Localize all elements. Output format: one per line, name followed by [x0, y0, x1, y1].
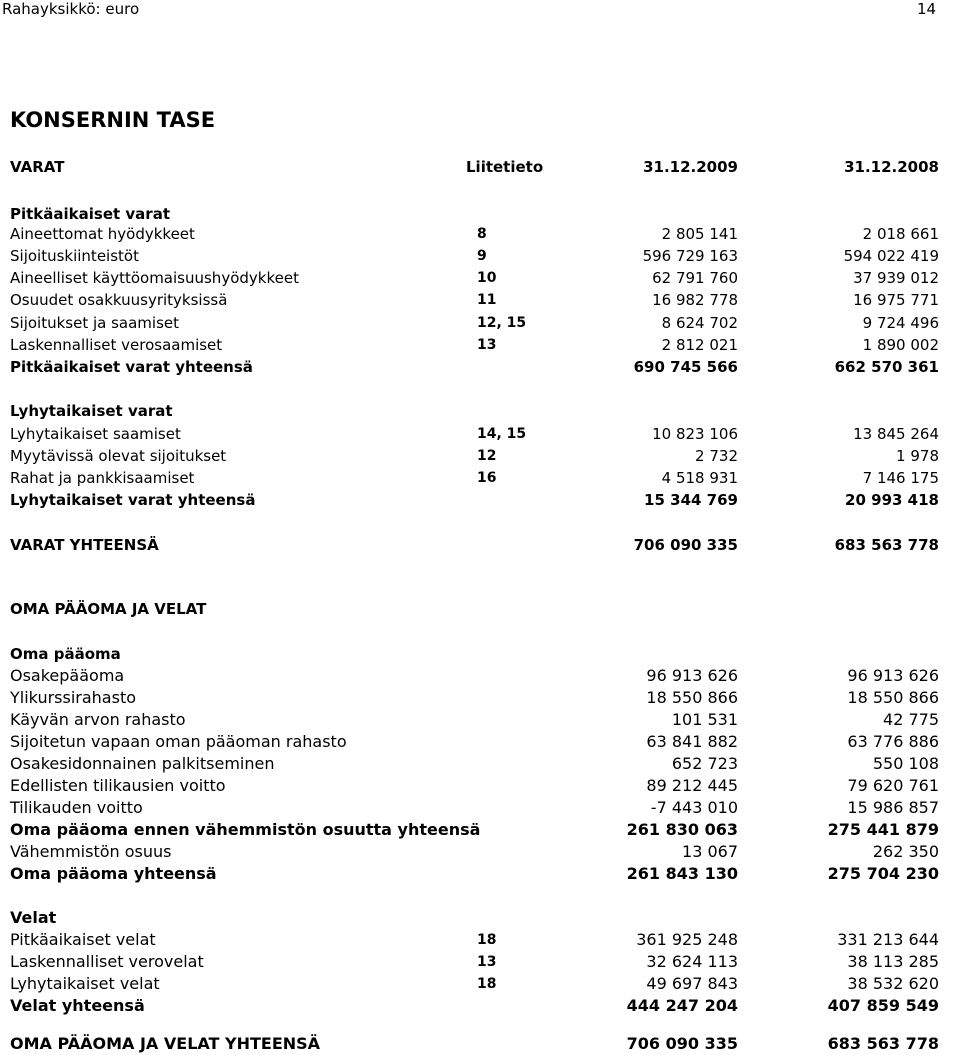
row-label: Lyhytaikaiset varat yhteensä: [10, 491, 256, 509]
row-label: Osuudet osakkuusyrityksissä: [10, 291, 228, 309]
row-value-2008: 15 986 857: [847, 798, 939, 817]
row-label: Velat yhteensä: [10, 996, 145, 1015]
row-label: Pitkäaikaiset varat yhteensä: [10, 358, 253, 376]
table-row: [0, 753, 960, 775]
row-value-2009: 89 212 445: [646, 776, 738, 795]
row-note: 9: [477, 248, 487, 264]
row-value-2009: 8 624 702: [661, 314, 738, 332]
row-note: 18: [477, 932, 497, 948]
row-label: Tilikauden voitto: [10, 798, 143, 817]
row-note: 13: [477, 337, 497, 353]
row-label: Käyvän arvon rahasto: [10, 710, 186, 729]
row-note: 18: [477, 976, 497, 992]
row-value-2009: 2 732: [695, 447, 738, 465]
row-value-2009: 18 550 866: [646, 688, 738, 707]
row-note: 14, 15: [477, 426, 527, 442]
row-note: 10: [477, 270, 497, 286]
row-value-2009: 706 090 335: [626, 1034, 738, 1053]
row-value-2008: 331 213 644: [837, 930, 939, 949]
row-value-2008: 1 978: [896, 447, 939, 465]
row-label: Lyhytaikaiset varat: [10, 402, 173, 420]
row-value-2008: 42 775: [883, 710, 939, 729]
currency-label: Rahayksikkö: euro: [2, 0, 140, 18]
row-label: Edellisten tilikausien voitto: [10, 776, 226, 795]
row-value-2008: 38 532 620: [847, 974, 939, 993]
table-row: [0, 995, 960, 1017]
table-row: [0, 687, 960, 709]
row-value-2008: 407 859 549: [827, 996, 939, 1015]
row-value-2008: 662 570 361: [834, 358, 939, 376]
row-value-2009: 596 729 163: [642, 247, 738, 265]
table-row: [0, 797, 960, 819]
row-label: Laskennalliset verovelat: [10, 952, 204, 971]
table-row: [0, 223, 960, 245]
row-note: 12, 15: [477, 315, 527, 331]
row-value-2009: 101 531: [671, 710, 738, 729]
row-value-2008: 96 913 626: [847, 666, 939, 685]
row-label: Ylikurssirahasto: [10, 688, 136, 707]
row-value-2008: 275 704 230: [827, 864, 939, 883]
row-value-2008: 1 890 002: [862, 336, 939, 354]
row-label: VARAT YHTEENSÄ: [10, 536, 159, 554]
row-label: Vähemmistön osuus: [10, 842, 172, 861]
row-value-2008: 13 845 264: [853, 425, 939, 443]
table-row: [0, 643, 960, 665]
row-label: Velat: [10, 908, 57, 927]
row-value-2009: 652 723: [671, 754, 738, 773]
row-label: Pitkäaikaiset velat: [10, 930, 156, 949]
row-value-2009: 444 247 204: [626, 996, 738, 1015]
table-row: [0, 312, 960, 334]
row-value-2009: 49 697 843: [646, 974, 738, 993]
row-value-2009: -7 443 010: [650, 798, 738, 817]
row-label: Lyhytaikaiset saamiset: [10, 425, 181, 443]
row-value-2009: 96 913 626: [646, 666, 738, 685]
table-row: [0, 1033, 960, 1055]
table-row: [0, 334, 960, 356]
row-label: Oma pääoma: [10, 645, 121, 663]
row-value-2008: 683 563 778: [827, 1034, 939, 1053]
table-row: [0, 665, 960, 687]
row-value-2009: 16 982 778: [652, 291, 738, 309]
row-note: 8: [477, 226, 487, 242]
column-header-label: VARAT: [10, 158, 65, 176]
table-row: [0, 929, 960, 951]
row-label: Rahat ja pankkisaamiset: [10, 469, 195, 487]
page-title: KONSERNIN TASE: [10, 108, 216, 132]
row-label: Myytävissä olevat sijoitukset: [10, 447, 227, 465]
row-label: Pitkäaikaiset varat: [10, 205, 170, 223]
row-value-2008: 38 113 285: [847, 952, 939, 971]
table-row: [0, 245, 960, 267]
table-row: [0, 863, 960, 885]
row-value-2008: 262 350: [872, 842, 939, 861]
column-header-2008: 31.12.2008: [844, 158, 939, 176]
row-label: Sijoitetun vapaan oman pääoman rahasto: [10, 732, 347, 751]
table-row: [0, 534, 960, 556]
table-row: [0, 423, 960, 445]
row-value-2008: 79 620 761: [847, 776, 939, 795]
table-row: [0, 951, 960, 973]
row-label: Osakesidonnainen palkitseminen: [10, 754, 275, 773]
table-row: [0, 203, 960, 225]
row-label: OMA PÄÄOMA JA VELAT: [10, 600, 207, 618]
row-value-2009: 13 067: [682, 842, 738, 861]
row-value-2009: 2 812 021: [661, 336, 738, 354]
row-value-2008: 2 018 661: [862, 225, 939, 243]
table-row: [0, 267, 960, 289]
table-row: [0, 819, 960, 841]
row-value-2008: 9 724 496: [862, 314, 939, 332]
row-value-2009: 32 624 113: [646, 952, 738, 971]
row-value-2009: 15 344 769: [644, 491, 738, 509]
row-value-2008: 275 441 879: [827, 820, 939, 839]
row-value-2009: 706 090 335: [633, 536, 738, 554]
row-value-2009: 63 841 882: [646, 732, 738, 751]
table-row: [0, 445, 960, 467]
table-row: [0, 400, 960, 422]
row-note: 13: [477, 954, 497, 970]
table-row: [0, 709, 960, 731]
table-row: [0, 356, 960, 378]
row-label: Oma pääoma ennen vähemmistön osuutta yhteensä: [10, 820, 481, 839]
row-value-2008: 16 975 771: [853, 291, 939, 309]
row-value-2009: 62 791 760: [652, 269, 738, 287]
table-row: [0, 289, 960, 311]
row-label: Osakepääoma: [10, 666, 125, 685]
row-label: Sijoituskiinteistöt: [10, 247, 139, 265]
column-header-note: Liitetieto: [466, 158, 544, 176]
row-value-2008: 18 550 866: [847, 688, 939, 707]
page-number: 14: [917, 0, 937, 18]
column-header-2009: 31.12.2009: [643, 158, 738, 176]
table-row: [0, 489, 960, 511]
row-value-2009: 690 745 566: [633, 358, 738, 376]
row-value-2009: 4 518 931: [661, 469, 738, 487]
table-row: [0, 467, 960, 489]
row-value-2008: 20 993 418: [845, 491, 939, 509]
row-value-2009: 361 925 248: [636, 930, 738, 949]
row-value-2008: 550 108: [872, 754, 939, 773]
table-row: [0, 973, 960, 995]
row-value-2008: 63 776 886: [847, 732, 939, 751]
table-row: [0, 775, 960, 797]
row-value-2009: 261 830 063: [626, 820, 738, 839]
row-label: OMA PÄÄOMA JA VELAT YHTEENSÄ: [10, 1034, 321, 1053]
row-value-2008: 683 563 778: [834, 536, 939, 554]
row-value-2008: 37 939 012: [853, 269, 939, 287]
table-row: [0, 598, 960, 620]
table-row: [0, 731, 960, 753]
row-note: 11: [477, 292, 497, 308]
row-label: Laskennalliset verosaamiset: [10, 336, 223, 354]
table-row: [0, 907, 960, 929]
row-note: 12: [477, 448, 497, 464]
row-value-2009: 2 805 141: [661, 225, 738, 243]
row-label: Aineettomat hyödykkeet: [10, 225, 195, 243]
row-value-2009: 261 843 130: [626, 864, 738, 883]
row-label: Sijoitukset ja saamiset: [10, 314, 179, 332]
row-value-2008: 7 146 175: [862, 469, 939, 487]
row-value-2008: 594 022 419: [843, 247, 939, 265]
row-label: Aineelliset käyttöomaisuushyödykkeet: [10, 269, 299, 287]
row-value-2009: 10 823 106: [652, 425, 738, 443]
row-label: Oma pääoma yhteensä: [10, 864, 217, 883]
row-note: 16: [477, 470, 497, 486]
table-row: [0, 841, 960, 863]
row-label: Lyhytaikaiset velat: [10, 974, 160, 993]
